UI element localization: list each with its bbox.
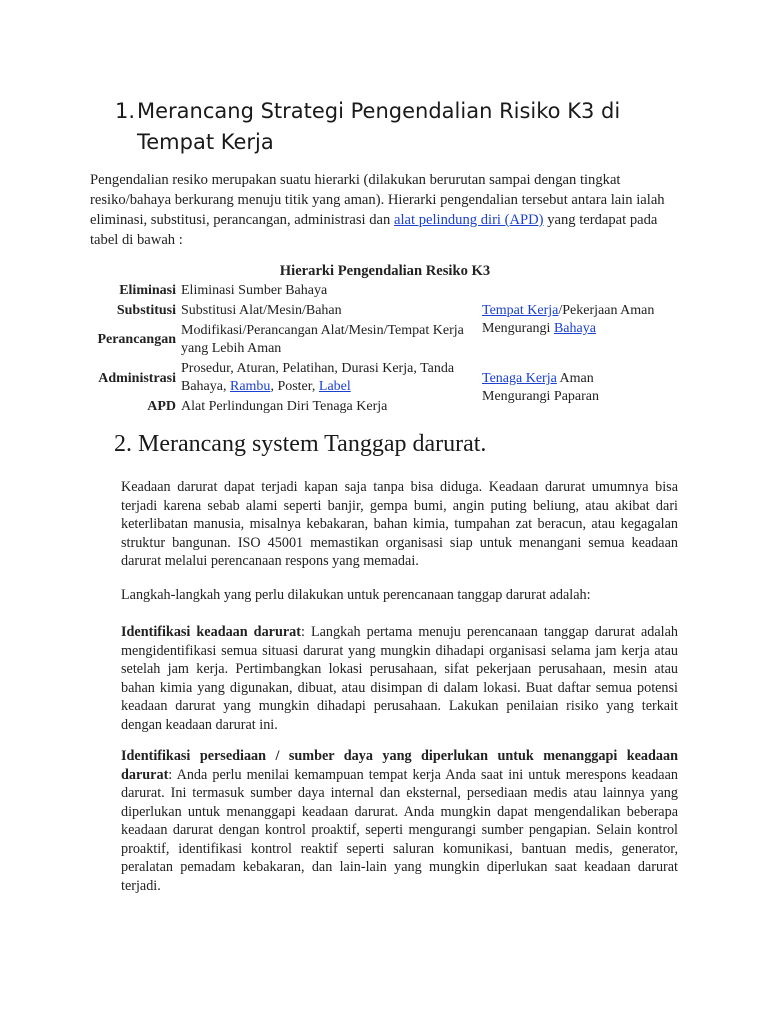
- row-control-apd: Alat Perlindungan Diri Tenaga Kerja: [181, 399, 388, 414]
- row-control-perancangan: Modifikasi/Perancangan Alat/Mesin/Tempat Kerja yang Lebih Aman: [181, 323, 464, 356]
- admin-control-mid: , Poster,: [270, 379, 319, 394]
- intro-text: Pengendalian resiko merupakan suatu hierarki (dilakukan berurutan sampai dengan tingkat resiko/bahaya berkurang menuju titik yang aman). Hierarki pengendalian tersebut antara lain ialah eliminasi, substitusi, perancangan, administrasi dan: [90, 172, 665, 228]
- impact-worker: [482, 370, 622, 406]
- identify-resources-heading: Identifikasi persediaan / sumber daya yang diperlukan untuk menanggapi keadaan darurat: [121, 748, 678, 783]
- table-caption: Hierarki Pengendalian Resiko K3: [279, 263, 491, 279]
- impact-workplace-text: /Pekerjaan Aman Mengurangi: [482, 303, 655, 336]
- bahaya-link[interactable]: Bahaya: [553, 321, 596, 336]
- impact-workplace: [482, 302, 682, 338]
- section2-number: 2.: [114, 431, 132, 457]
- paragraph-identify-resources: [121, 747, 678, 895]
- section2-heading: [114, 429, 674, 459]
- row-control-substitusi: Substitusi Alat/Mesin/Bahan: [181, 303, 342, 318]
- section2-title: Merancang system Tanggap darurat.: [138, 431, 487, 457]
- row-label-perancangan: Perancangan: [97, 332, 176, 347]
- paragraph-identify-emergency: [121, 623, 678, 734]
- paragraph-emergency-intro: Keadaan darurat dapat terjadi kapan saja tanpa bisa diduga. Keadaan darurat umumnya bisa terjadi karena sebab alami seperti banjir, gempa bumi, angin puting beliung, atau akibat dari keterlibatan manusia, misalnya kebakaran, bahan kimia, tumpahan zat beracun, atau kegagalan struktur bangunan. ISO 45001 memastikan organisasi siap untuk menangani semua keadaan darurat melalui perencanaan respons yang memadai.: [121, 479, 678, 569]
- row-label-administrasi: Administrasi: [98, 371, 176, 386]
- impact-worker-text: Aman Mengurangi Paparan: [482, 371, 600, 404]
- rambu-link[interactable]: Rambu: [229, 379, 271, 394]
- tempat-kerja-link[interactable]: Tempat Kerja: [482, 303, 559, 318]
- row-label-eliminasi: Eliminasi: [119, 283, 176, 298]
- tenaga-kerja-link[interactable]: Tenaga Kerja: [482, 371, 557, 386]
- apd-link[interactable]: alat pelindung diri (APD): [393, 212, 544, 228]
- row-control-administrasi: [181, 360, 481, 396]
- intro-paragraph: [90, 170, 685, 250]
- section1-number: 1.: [115, 99, 136, 123]
- intro-text-end: yang terdapat pada tabel di bawah :: [90, 212, 658, 248]
- identify-resources-text: : Anda perlu menilai kemampuan tempat kerja Anda saat ini untuk merespons keadaan darurat. Ini termasuk sumber daya internal dan eksternal, persediaan medis atau lainnya yang diperlukan untuk menanggapi keadaan darurat. Anda mungkin dapat mengendalikan beberapa keadaan darurat dengan kontrol proaktif, seperti mengurangi sumber pengapian. Selain kontrol proaktif, identifikasi kontrol reaktif seperti saluran komunikasi, bantuan medis, generator, peralatan pemadam kebakaran, dan lain-lain yang mungkin diperlukan saat keadaan darurat terjadi.: [121, 766, 678, 894]
- row-label-substitusi: Substitusi: [116, 303, 176, 318]
- row-label-apd: APD: [147, 399, 176, 414]
- section1-title: Merancang Strategi Pengendalian Risiko K3 di Tempat Kerja: [137, 99, 621, 154]
- section1-heading: [115, 96, 675, 158]
- identify-emergency-heading: Identifikasi keadaan darurat: [121, 624, 301, 640]
- identify-emergency-text: : Langkah pertama menuju perencanaan tanggap darurat adalah mengidentifikasi semua situasi darurat yang mungkin dihadapi organisasi selama jam kerja atau setelah jam kerja. Pertimbangkan lokasi perusahaan, sifat pekerjaan perusahaan, mesin atau bahan kimia yang digunakan, dibuat, atau disimpan di dalam lokasi. Buat daftar semua potensi keadaan darurat yang mungkin dihadapi perusahaan. Lakukan penilaian risiko yang terkait dengan keadaan darurat ini.: [121, 624, 678, 733]
- paragraph-steps-intro: Langkah-langkah yang perlu dilakukan untuk perencanaan tanggap darurat adalah:: [121, 587, 591, 603]
- row-control-eliminasi: Eliminasi Sumber Bahaya: [181, 283, 328, 298]
- admin-control-text: Prosedur, Aturan, Pelatihan, Durasi Kerja, Tanda Bahaya,: [181, 361, 455, 394]
- label-link[interactable]: Label: [318, 379, 351, 394]
